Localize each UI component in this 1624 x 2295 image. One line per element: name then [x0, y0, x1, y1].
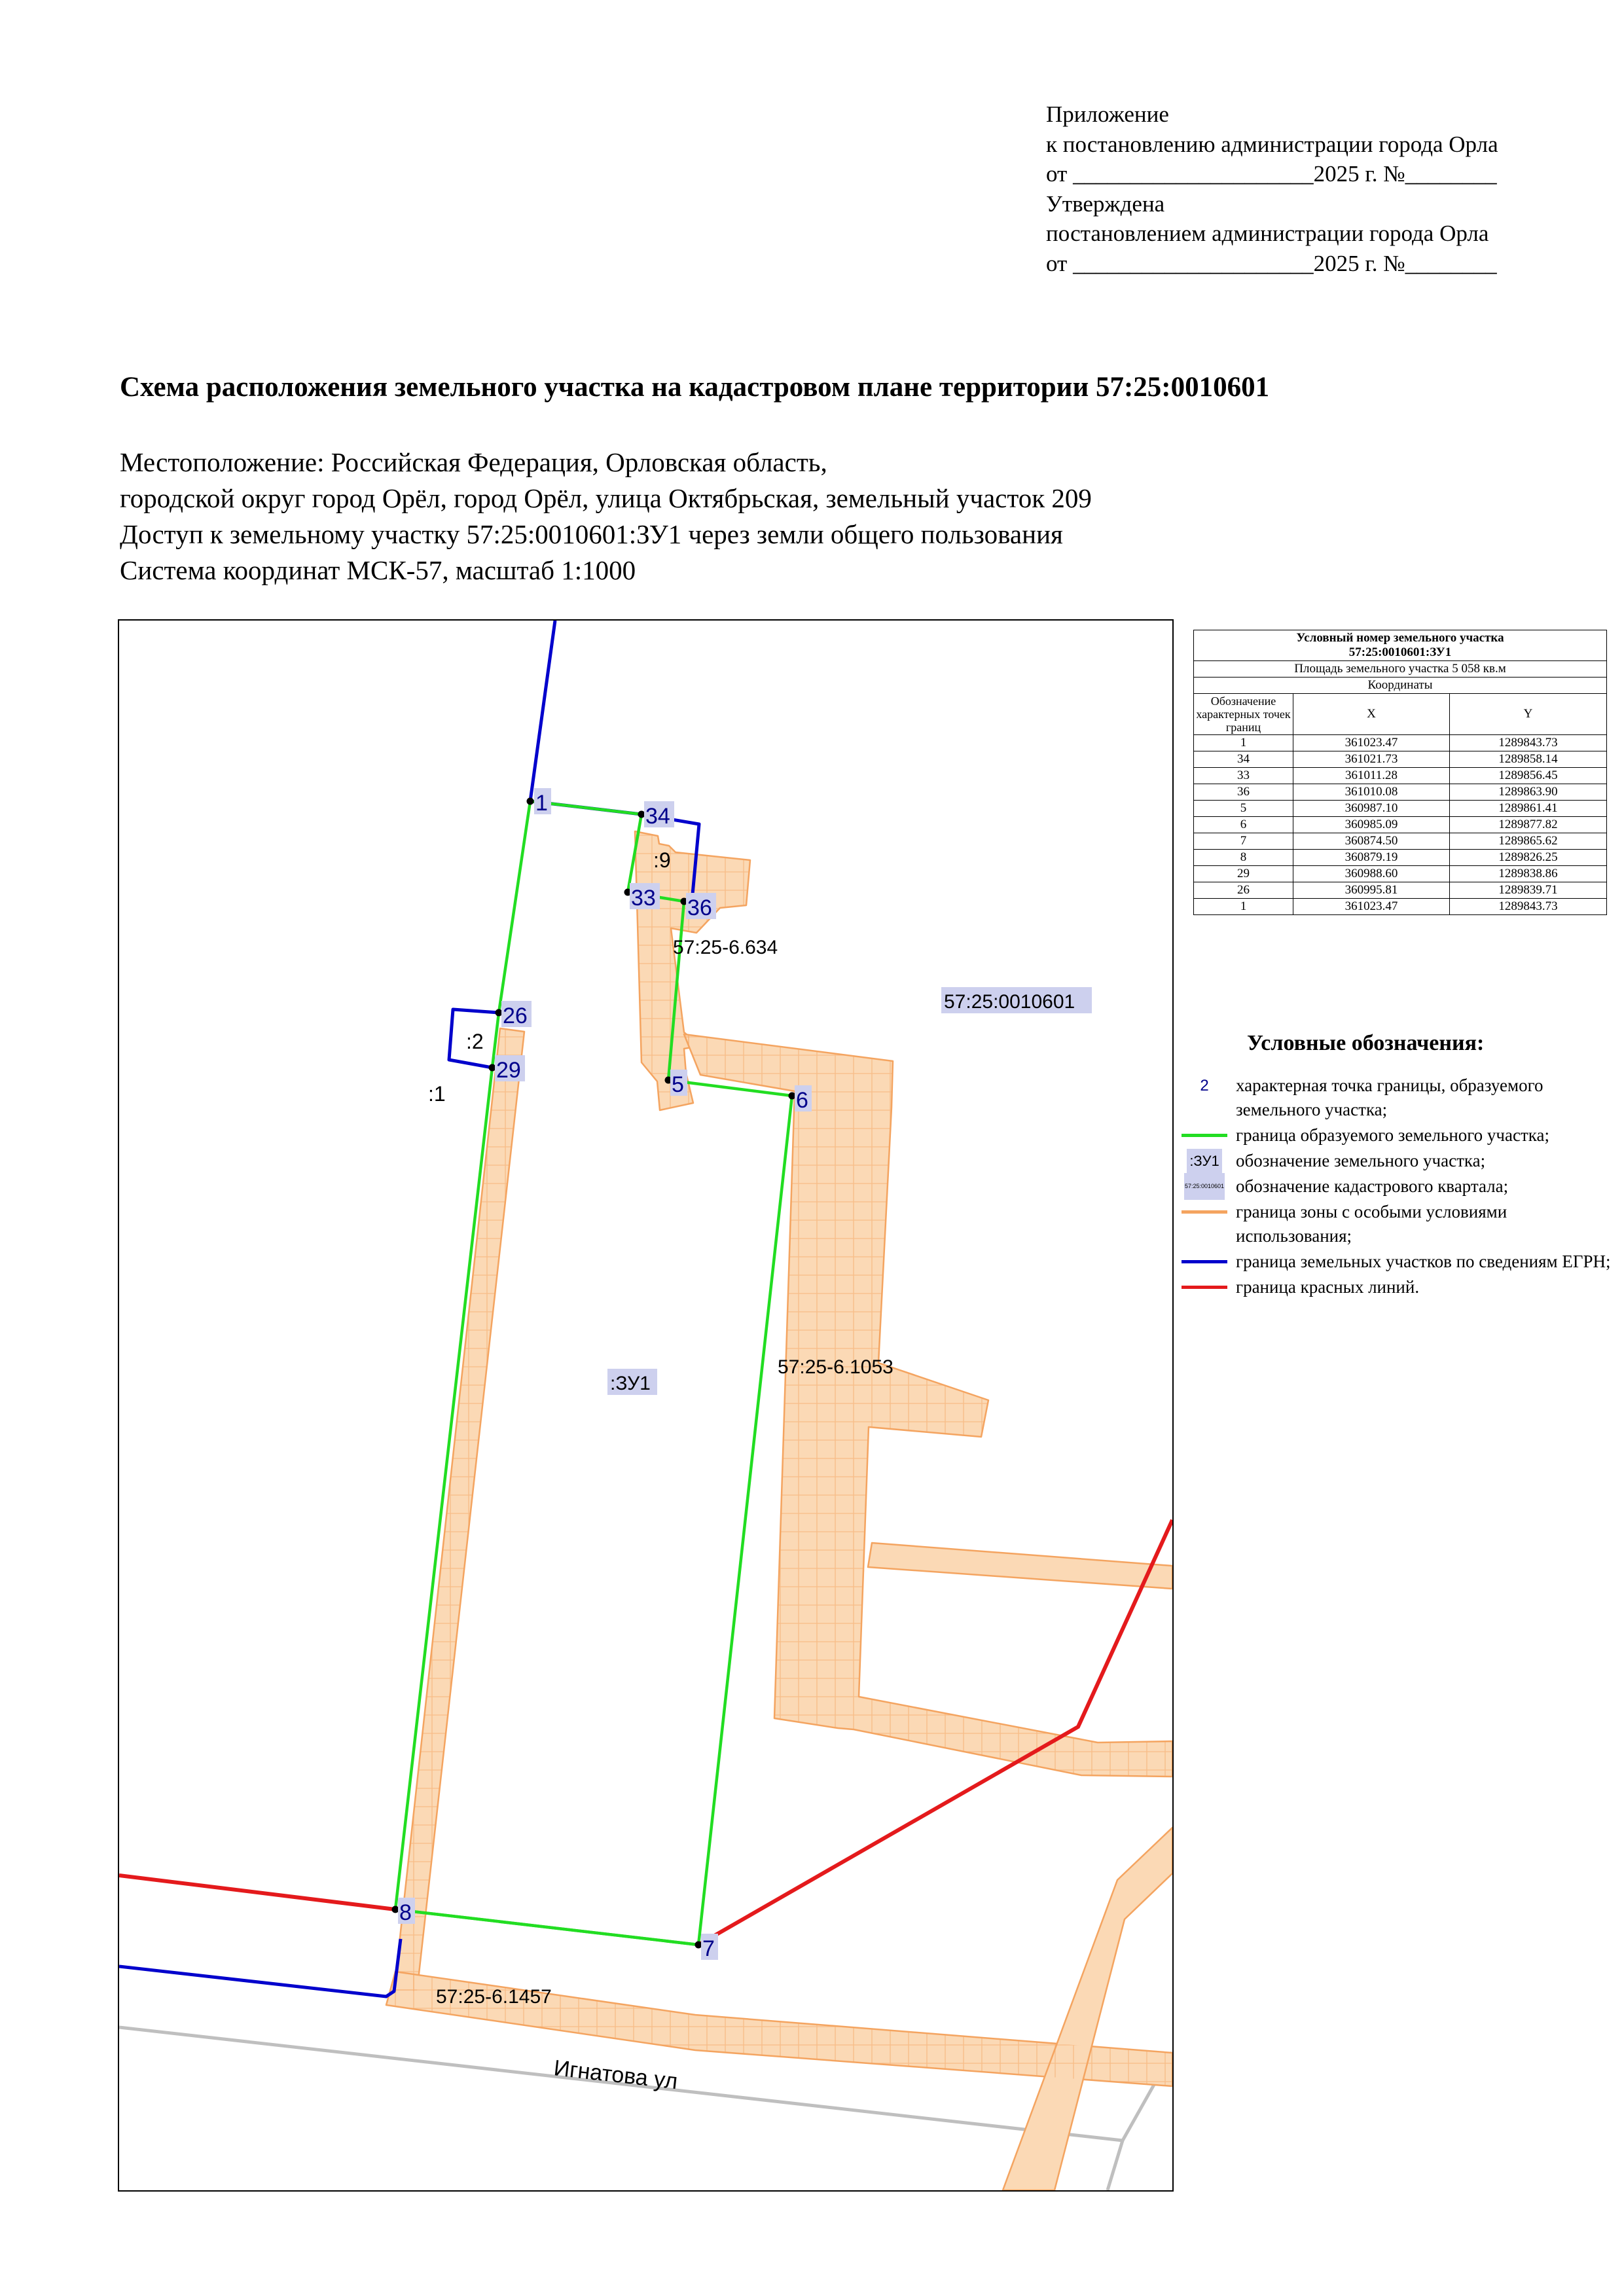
legend-point-symbol: 2: [1200, 1077, 1209, 1094]
header-line: Приложение: [1046, 101, 1169, 127]
parcel-label: :ЗУ1: [610, 1373, 651, 1394]
cell-point: 5: [1194, 801, 1293, 817]
legend-text: характерная точка границы, образуемого земельного участка;: [1236, 1075, 1543, 1119]
parcel-polygon: [395, 801, 792, 1945]
cell-x: 361010.08: [1293, 784, 1450, 801]
cell-point: 36: [1194, 784, 1293, 801]
parcel-boundary: [395, 801, 792, 1945]
table-row: [1194, 866, 1607, 882]
red-line-west: [119, 1875, 395, 1909]
cell-x: 360987.10: [1293, 801, 1450, 817]
point-label-8: 8: [399, 1900, 412, 1925]
table-row: [1194, 817, 1607, 833]
zone-1457-label: 57:25-6.1457: [436, 1986, 552, 2008]
zone-1053-label: 57:25-6.1053: [778, 1356, 893, 1378]
legend-text: граница зоны с особыми условиями использования;: [1236, 1202, 1507, 1246]
boundary-point-34: [638, 811, 645, 818]
legend-green-line: [1182, 1134, 1227, 1137]
legend: [1175, 1074, 1620, 1301]
parcel-9-label: :9: [653, 848, 671, 872]
cell-point: 1: [1194, 735, 1293, 751]
cell-point: 8: [1194, 850, 1293, 866]
coordinates-table: [1193, 630, 1607, 915]
zone-634-label: 57:25-6.634: [673, 937, 778, 958]
legend-item-red-line: [1175, 1275, 1620, 1299]
point-label-6: 6: [796, 1088, 808, 1113]
cell-point: 6: [1194, 817, 1293, 833]
cell-x: 361023.47: [1293, 735, 1450, 751]
legend-item-point: [1175, 1074, 1620, 1122]
table-row: [1194, 751, 1607, 768]
cell-point: 1: [1194, 899, 1293, 915]
page-title: Схема расположения земельного участка на кадастровом плане территории 57:25:0010601: [120, 372, 1270, 403]
cell-y: 1289861.41: [1450, 801, 1607, 817]
point-label-29: 29: [496, 1058, 521, 1083]
parcel-1-label: :1: [428, 1082, 446, 1106]
cell-x: 361011.28: [1293, 768, 1450, 784]
boundary-point-26: [496, 1009, 503, 1017]
cell-y: 1289843.73: [1450, 899, 1607, 915]
cell-y: 1289863.90: [1450, 784, 1607, 801]
col-point-header: Обозначение характерных точек границ: [1194, 694, 1293, 735]
cell-point: 33: [1194, 768, 1293, 784]
legend-orange-line: [1182, 1210, 1227, 1214]
point-label-26: 26: [503, 1003, 528, 1028]
col-y-header: Y: [1450, 694, 1607, 735]
cell-point: 26: [1194, 882, 1293, 899]
point-label-5: 5: [672, 1072, 684, 1097]
table-row: [1194, 882, 1607, 899]
legend-text: обозначение кадастрового квартала;: [1236, 1176, 1509, 1196]
cell-y: 1289865.62: [1450, 833, 1607, 850]
legend-text: граница земельных участков по сведениям ЕГРН;: [1236, 1252, 1611, 1271]
cell-x: 360879.19: [1293, 850, 1450, 866]
cell-y: 1289843.73: [1450, 735, 1607, 751]
cell-x: 361023.47: [1293, 899, 1450, 915]
header-line: к постановлению администрации города Орла: [1046, 131, 1498, 157]
point-label-33: 33: [631, 886, 656, 911]
cell-x: 361021.73: [1293, 751, 1450, 768]
header-line: постановлением администрации города Орла: [1046, 221, 1489, 246]
legend-quarter-badge: 57:25:0010601: [1184, 1173, 1225, 1200]
cell-y: 1289877.82: [1450, 817, 1607, 833]
table-header: Условный номер земельного участка 57:25:0010601:ЗУ1: [1194, 630, 1607, 661]
table-row: [1194, 899, 1607, 915]
parcel-2-label: :2: [466, 1030, 484, 1053]
header-line: Утверждена: [1046, 190, 1165, 217]
legend-text: граница образуемого земельного участка;: [1236, 1125, 1549, 1145]
location-line: Система координат МСК-57, масштаб 1:1000: [120, 555, 636, 585]
point-labels: [398, 788, 812, 1961]
street-label: Игнатова ул: [552, 2055, 679, 2095]
legend-red-line: [1182, 1286, 1227, 1289]
cadastral-map[interactable]: [118, 619, 1174, 2192]
legend-item-egrn: [1175, 1250, 1620, 1274]
legend-text: граница красных линий.: [1236, 1277, 1420, 1297]
legend-item-zone: [1175, 1200, 1620, 1248]
document-header: [1046, 99, 1609, 278]
cell-y: 1289826.25: [1450, 850, 1607, 866]
cell-x: 360874.50: [1293, 833, 1450, 850]
table-row: [1194, 784, 1607, 801]
legend-item-parcel-label: [1175, 1149, 1620, 1173]
cell-x: 360995.81: [1293, 882, 1450, 899]
zone-offshoot: [868, 1543, 1172, 1589]
cell-point: 34: [1194, 751, 1293, 768]
location-description: [120, 444, 1092, 588]
table-row: [1194, 833, 1607, 850]
table-row: [1194, 801, 1607, 817]
point-label-36: 36: [687, 895, 712, 920]
quarter-label: 57:25:0010601: [944, 991, 1075, 1013]
cell-y: 1289856.45: [1450, 768, 1607, 784]
boundary-point-1: [527, 798, 534, 805]
location-line: Местоположение: Российская Федерация, Орловская область,: [120, 447, 827, 477]
legend-title: Условные обозначения:: [1247, 1031, 1485, 1055]
col-x-header: X: [1293, 694, 1450, 735]
location-line: городской округ город Орёл, город Орёл, улица Октябрьская, земельный участок 209: [120, 483, 1092, 513]
table-coords-label: Координаты: [1194, 678, 1607, 694]
cell-point: 7: [1194, 833, 1293, 850]
table-row: [1194, 735, 1607, 751]
table-area: Площадь земельного участка 5 058 кв.м: [1194, 661, 1607, 678]
legend-item-parcel-boundary: [1175, 1123, 1620, 1148]
boundary-point-6: [789, 1093, 796, 1100]
egrn-line-south: [119, 1939, 401, 1997]
cell-x: 360985.09: [1293, 817, 1450, 833]
legend-parcel-badge: :ЗУ1: [1187, 1149, 1221, 1173]
street-line: [1108, 2141, 1123, 2190]
point-label-7: 7: [702, 1936, 715, 1961]
table-row: [1194, 850, 1607, 866]
cell-y: 1289839.71: [1450, 882, 1607, 899]
cell-y: 1289858.14: [1450, 751, 1607, 768]
header-line: от _____________________2025 г. №________: [1046, 161, 1497, 187]
boundary-point-7: [695, 1942, 702, 1949]
header-line: от _____________________2025 г. №________: [1046, 250, 1497, 276]
boundary-points: [392, 798, 796, 1949]
parcel-line-right-edge: [395, 1909, 698, 1945]
boundary-point-8: [392, 1906, 399, 1913]
point-label-1: 1: [535, 791, 548, 816]
location-line: Доступ к земельному участку 57:25:0010601:ЗУ1 через земли общего пользования: [120, 519, 1063, 549]
cell-point: 29: [1194, 866, 1293, 882]
point-label-34: 34: [645, 804, 670, 829]
boundary-point-29: [489, 1064, 496, 1072]
table-row: [1194, 768, 1607, 784]
cell-y: 1289838.86: [1450, 866, 1607, 882]
legend-text: обозначение земельного участка;: [1236, 1151, 1486, 1170]
legend-item-quarter-label: [1175, 1174, 1620, 1199]
legend-blue-line: [1182, 1260, 1227, 1263]
cell-x: 360988.60: [1293, 866, 1450, 882]
